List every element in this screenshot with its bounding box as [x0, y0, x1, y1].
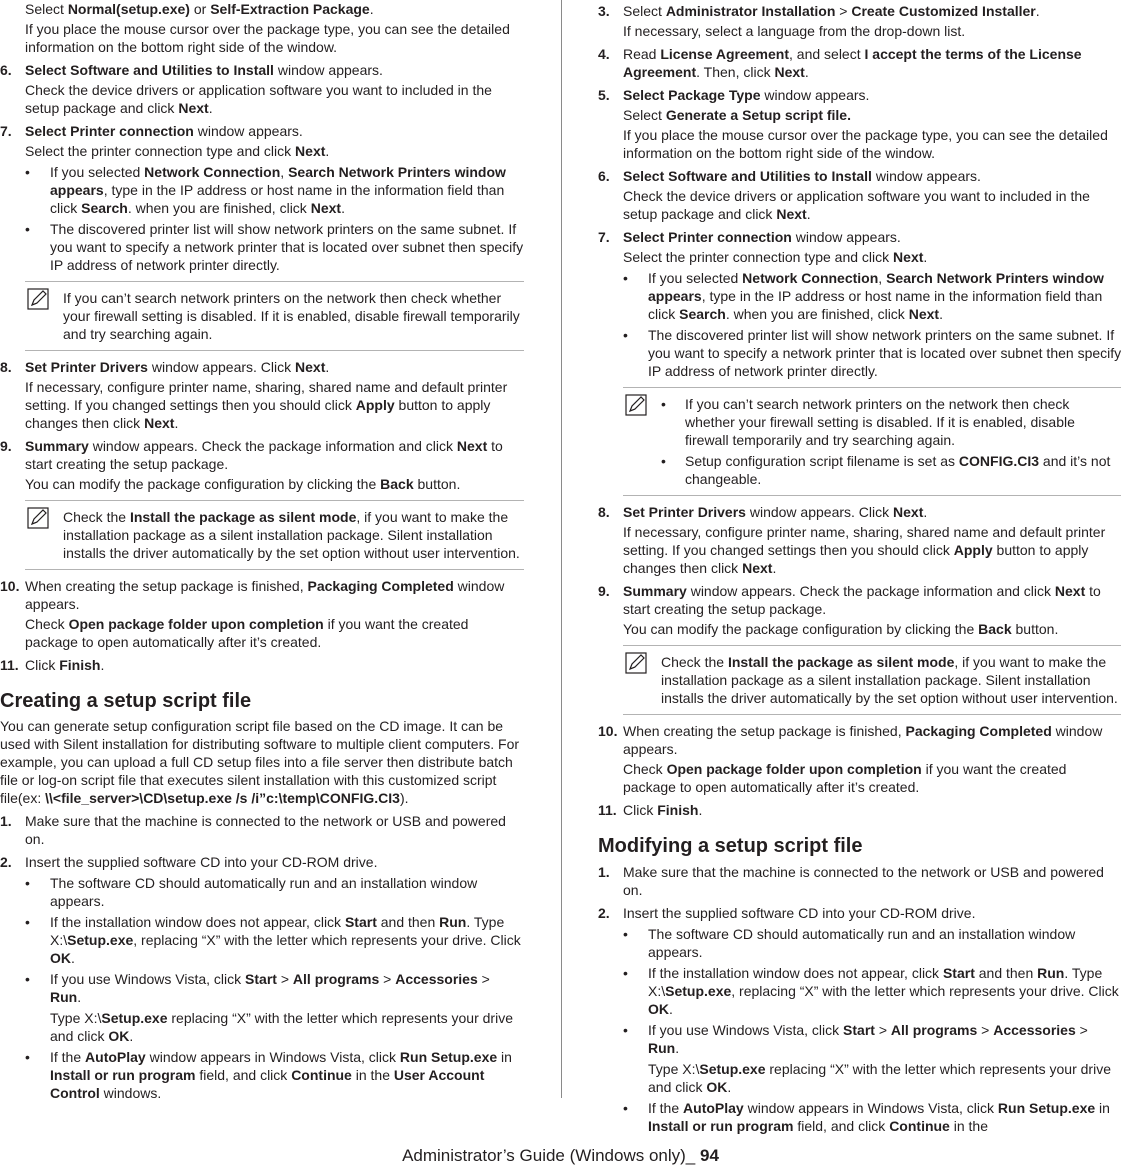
mod-step-10: 10. When creating the setup package is finished, Packaging Completed window appears. — [598, 723, 1103, 757]
mod-step-10-body: Check Open package folder upon completion if you want the created package to open automatically after it’s created. — [623, 761, 1067, 795]
mod-step-5: 5. Select Package Type window appears. — [598, 87, 870, 103]
note-firewall — [25, 281, 524, 351]
intro-select: Select Normal(setup.exe) or Self-Extraction Package. — [25, 1, 374, 17]
note-silent-mode-text: Check the Install the package as silent mode, if you want to make the installation package as a silent installation package. Silent installation installs the driver automatically by the set option without user intervention. — [63, 509, 520, 561]
mod-step-3-body: If necessary, select a language from the drop-down list. — [623, 23, 966, 39]
mod-step-6: 6. Select Software and Utilities to Install window appears. — [598, 168, 981, 184]
mod-note-bullet-config: • Setup configuration script filename is set as CONFIG.CI3 and it’s not changeable. — [661, 453, 1111, 487]
create-step-2: 2. Insert the supplied software CD into your CD-ROM drive. — [0, 854, 378, 870]
step-11: 11. Click Finish. — [0, 657, 105, 673]
mod-note-bullet-firewall: • If you can’t search network printers on the network then check whether your firewall setting is disabled. If it is enabled, disable firewall temporarily and try searching again. — [661, 396, 1075, 448]
create-step-1: 1. Make sure that the machine is connected to the network or USB and powered on. — [0, 813, 506, 847]
step-10: 10. When creating the setup package is finished, Packaging Completed window appears. — [0, 578, 505, 612]
mod-step-8-body: If necessary, configure printer name, sharing, shared name and default printer setting. If you changed settings then you should click Apply button to apply changes then click Next. — [623, 524, 1106, 576]
mod-step-9: 9. Summary window appears. Check the package information and click Next to start creating the setup package. — [598, 583, 1101, 617]
mod-bullet-cd-autorun: • The software CD should automatically run and an installation window appears. — [623, 926, 1076, 960]
step-7: 7. Select Printer connection window appears. — [0, 123, 303, 139]
footer-title: Administrator’s Guide (Windows only)_ — [402, 1146, 700, 1165]
page-footer — [0, 1146, 1121, 1166]
mod-note-firewall — [623, 387, 1121, 496]
mod-step-3: 3. Select Administrator Installation > Create Customized Installer. — [598, 3, 1040, 19]
mod-bullet-vista-type: Type X:\Setup.exe replacing “X” with the letter which represents your drive and click OK. — [648, 1061, 1111, 1095]
note-pencil-icon — [625, 394, 647, 416]
left-column — [0, 0, 524, 1102]
heading-modifying-setup-script: Modifying a setup script file — [598, 835, 863, 857]
mod-step-7-body: Select the printer connection type and click Next. — [623, 249, 928, 265]
step-10-body: Check Open package folder upon completion if you want the created package to open automatically after it’s created. — [25, 616, 469, 650]
mod-step-8: 8. Set Printer Drivers window appears. Click Next. — [598, 504, 928, 520]
mod-note-silent-mode-text: Check the Install the package as silent mode, if you want to make the installation package as a silent installation package. Silent installation installs the driver automatically by the set option without user intervention. — [661, 654, 1118, 706]
step-9: 9. Summary window appears. Check the package information and click Next to start creating the setup package. — [0, 438, 503, 472]
step-6-body: Check the device drivers or application software you want to included in the setup package and click Next. — [25, 82, 492, 116]
intro-detail: If you place the mouse cursor over the package type, you can see the detailed information on the bottom right side of the window. — [25, 21, 510, 55]
modify-step-2: 2. Insert the supplied software CD into your CD-ROM drive. — [598, 905, 976, 921]
note-firewall-text: If you can’t search network printers on the network then check whether your firewall setting is disabled. If it is enabled, disable firewall temporarily and try searching again. — [63, 290, 520, 342]
note-silent-mode — [25, 500, 524, 570]
bullet-cd-autorun: • The software CD should automatically run and an installation window appears. — [25, 875, 478, 909]
mod-bullet-discovered-list: • The discovered printer list will show network printers on the same subnet. If you want to specify a network printer that is located over subnet then specify IP address of network printer directly. — [623, 327, 1121, 379]
step-8-body: If necessary, configure printer name, sharing, shared name and default printer setting. If you changed settings then you should click Apply button to apply changes then click Next. — [25, 379, 508, 431]
mod-bullet-autoplay: • If the AutoPlay window appears in Windows Vista, click Run Setup.exe in Install or run program field, and click Continue in the — [623, 1100, 1110, 1134]
page-number: 94 — [700, 1146, 719, 1165]
mod-step-11: 11. Click Finish. — [598, 802, 703, 818]
step-7-body: Select the printer connection type and click Next. — [25, 143, 330, 159]
right-column — [598, 0, 1121, 1135]
mod-step-4: 4. Read License Agreement, and select I accept the terms of the License Agreement. Then, click Next. — [598, 46, 1082, 80]
note-pencil-icon — [27, 288, 49, 310]
mod-note-silent-mode — [623, 645, 1121, 715]
note-pencil-icon — [625, 652, 647, 674]
bullet-network-connection: • If you selected Network Connection, Search Network Printers window appears, type in the IP address or host name in the information field than click Search. when you are finished, click Next. — [25, 164, 506, 216]
step-9-body: You can modify the package configuration by clicking the Back button. — [25, 476, 461, 492]
mod-step-9-body: You can modify the package configuration by clicking the Back button. — [623, 621, 1059, 637]
bullet-vista-type: Type X:\Setup.exe replacing “X” with the letter which represents your drive and click OK. — [50, 1010, 513, 1044]
mod-step-5-detail: If you place the mouse cursor over the package type, you can see the detailed information on the bottom right side of the window. — [623, 127, 1108, 161]
mod-step-6-body: Check the device drivers or application software you want to included in the setup package and click Next. — [623, 188, 1090, 222]
bullet-start-run: • If the installation window does not appear, click Start and then Run. Type X:\Setup.exe, replacing “X” with the letter which represents your drive. Click OK. — [25, 914, 521, 966]
creating-paragraph: You can generate setup configuration script file based on the CD image. It can be used with Silent installation for distributing software to multiple client computers. For example, you can upload a full CD setup files into a file server then distribute batch file or log-on script file that executes silent installation with this customized script file(ex: \\<file_server>\CD\setup.exe /s /i”c:\temp\CONFIG.CI3). — [0, 718, 520, 806]
heading-creating-setup-script: Creating a setup script file — [0, 690, 252, 712]
mod-step-7: 7. Select Printer connection window appears. — [598, 229, 901, 245]
mod-bullet-start-run: • If the installation window does not appear, click Start and then Run. Type X:\Setup.exe, replacing “X” with the letter which represents your drive. Click OK. — [623, 965, 1119, 1017]
column-divider — [561, 0, 562, 1098]
bullet-discovered-list: • The discovered printer list will show network printers on the same subnet. If you want to specify a network printer that is located over subnet then specify IP address of network printer directly. — [25, 221, 524, 273]
step-6: 6. Select Software and Utilities to Install window appears. — [0, 62, 383, 78]
bullet-autoplay: • If the AutoPlay window appears in Windows Vista, click Run Setup.exe in Install or run program field, and click Continue in the User Account Control windows. — [25, 1049, 512, 1101]
mod-bullet-network-connection: • If you selected Network Connection, Search Network Printers window appears, type in the IP address or host name in the information field than click Search. when you are finished, click Next. — [623, 270, 1104, 322]
mod-step-5-select: Select Generate a Setup script file. — [623, 107, 851, 123]
bullet-vista: • If you use Windows Vista, click Start > All programs > Accessories > Run. — [25, 971, 490, 1005]
note-pencil-icon — [27, 507, 49, 529]
mod-bullet-vista: • If you use Windows Vista, click Start > All programs > Accessories > Run. — [623, 1022, 1088, 1056]
modify-step-1: 1. Make sure that the machine is connected to the network or USB and powered on. — [598, 864, 1104, 898]
step-8: 8. Set Printer Drivers window appears. Click Next. — [0, 359, 330, 375]
